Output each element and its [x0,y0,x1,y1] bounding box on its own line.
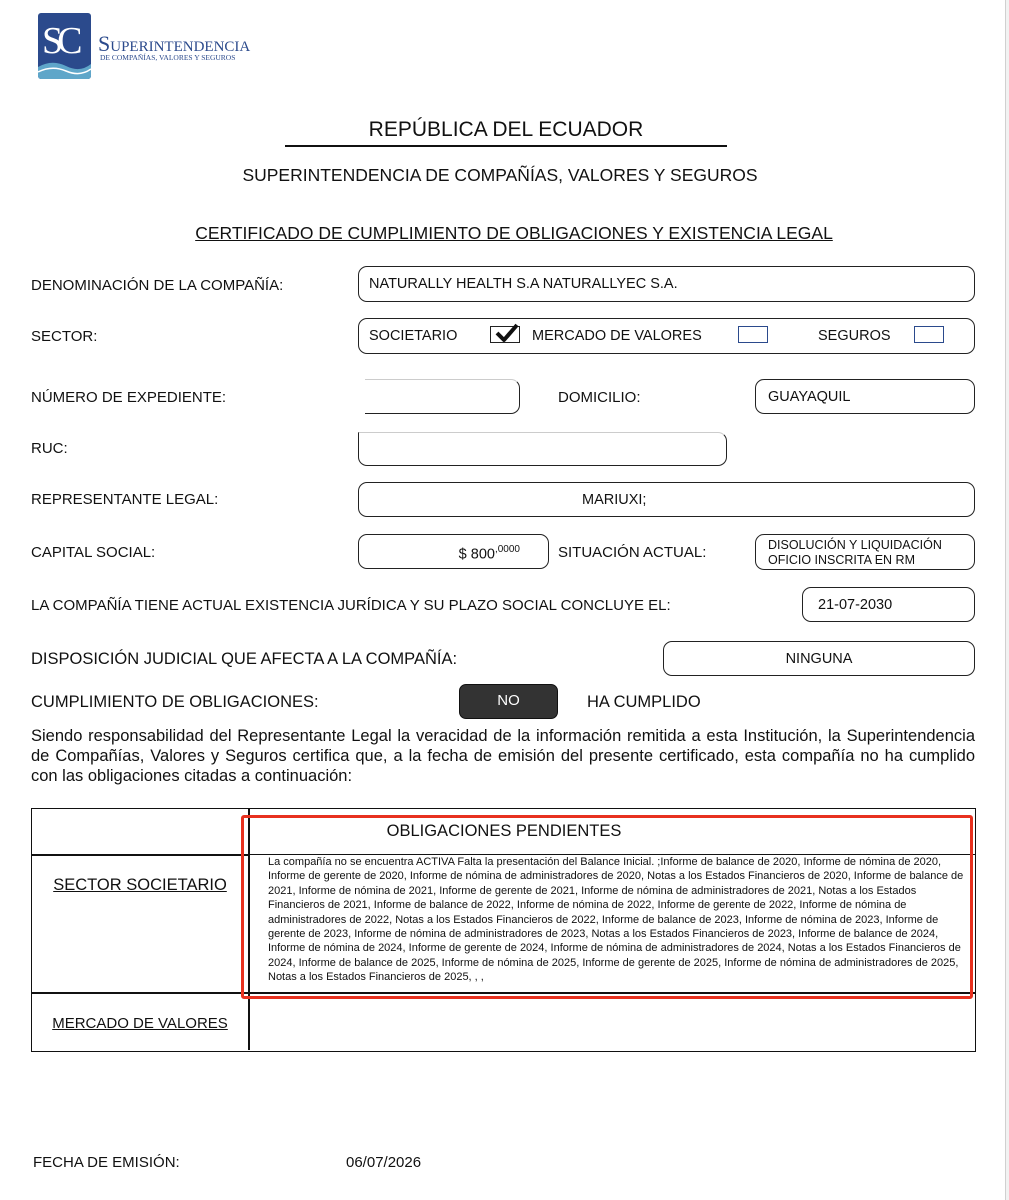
situacion-label: SITUACIÓN ACTUAL: [558,544,707,561]
obligations-header: OBLIGACIONES PENDIENTES [386,822,622,840]
logo-letters: SC [42,20,77,62]
logo-wave-icon [38,57,91,79]
representante-label: REPRESENTANTE LEGAL: [31,491,219,508]
cumplimiento-label: CUMPLIMIENTO DE OBLIGACIONES: [31,693,319,711]
row-label-mercado: MERCADO DE VALORES [52,1015,228,1032]
sector-option-seguros-label: SEGUROS [818,328,891,344]
ruc-field [358,432,727,466]
capital-label: CAPITAL SOCIAL: [31,544,156,561]
company-value: NATURALLY HEALTH S.A NATURALLYEC S.A. [369,276,678,292]
fecha-emision-label: FECHA DE EMISIÓN: [33,1154,180,1171]
disposicion-field [663,641,975,676]
sector-label: SECTOR: [31,328,98,345]
sector-checkbox-seguros[interactable] [914,326,944,343]
checkmark-icon [493,323,521,345]
existencia-field [802,587,975,622]
highlight-annotation [241,815,973,999]
logo-emblem [38,13,91,79]
pending-obligations-text: La compañía no se encuentra ACTIVA Falta la presentación del Balance Inicial. ;Informe de balance de 2020, Informe de nómina de 2020, Informe de gerente de 2020, Informe de nómina de administradores de 2020, Notas a los Estados Financieros de 2020, Informe de balance de 2021, Informe de nómina de 2021, Informe de gerente de 2021, Informe de nómina de administradores de 2021, Notas a los Estados Financieros de 2021, Informe de balance de 2022, Informe de nómina de 2022, Informe de gerente de 2022, Informe de nómina de administradores de 2022, Notas a los Estados Financieros de 2022, Informe de balance de 2023, Informe de nómina de 2023, Informe de gerente de 2023, Informe de nómina de administradores de 2023, Notas a los Estados Financieros de 2023, Informe de balance de 2024, Informe de nómina de 2024, Informe de gerente de 2024, Informe de nómina de administradores de 2024, Notas a los Estados Financieros de 2024, Informe de balance de 2025, Informe de nómina de 2025, Informe de gerente de 2025, Informe de nómina de administradores de 2025, Notas a los Estados Financieros de 2025, , , [268,856,964,984]
sector-checkbox-mercado[interactable] [738,326,768,343]
company-label: DENOMINACIÓN DE LA COMPAÑÍA: [31,277,284,294]
ruc-label: RUC: [31,440,68,457]
representante-value: MARIUXI; [582,492,647,508]
certification-statement: Siendo responsabilidad del Representante Legal la veracidad de la información remitida a esta Institución, la Superintendencia de Compañías, Valores y Seguros certifica que, a la fecha de emisión del presente certificado, esta compañía no ha cumplido con las obligaciones citadas a continuación: [31,727,975,785]
country-title-underline [285,145,727,147]
sector-checkbox-societario[interactable] [490,326,520,343]
institution-title: SUPERINTENDENCIA DE COMPAÑÍAS, VALORES Y SEGUROS [242,165,758,185]
domicilio-field [755,379,975,414]
expediente-label: NÚMERO DE EXPEDIENTE: [31,389,227,406]
row-label-societario: SECTOR SOCIETARIO [53,876,227,894]
situacion-value-line2: OFICIO INSCRITA EN RM [768,553,915,567]
capital-value: $ 800 [458,546,495,563]
existencia-value: 21-07-2030 [818,597,893,613]
institution-logo [38,13,258,81]
sector-option-mercado-label: MERCADO DE VALORES [532,328,702,344]
company-field [358,266,975,302]
cumplimiento-suffix: HA CUMPLIDO [587,693,701,711]
situacion-field [755,534,975,570]
sector-option-societario-label: SOCIETARIO [369,328,458,344]
representante-field [358,482,975,517]
capital-decimals: ,0000 [494,544,520,555]
domicilio-label: DOMICILIO: [558,389,641,406]
existencia-label: LA COMPAÑÍA TIENE ACTUAL EXISTENCIA JURÍDICA Y SU PLAZO SOCIAL CONCLUYE EL: [31,597,671,614]
situacion-value-line1: DISOLUCIÓN Y LIQUIDACIÓN [768,538,942,552]
cumplimiento-value: NO [497,692,520,709]
certificate-title: CERTIFICADO DE CUMPLIMIENTO DE OBLIGACIONES Y EXISTENCIA LEGAL [195,223,833,243]
disposicion-label: DISPOSICIÓN JUDICIAL QUE AFECTA A LA COMPAÑÍA: [31,650,458,668]
logo-name-first: S [98,31,111,56]
sector-field [358,318,975,354]
fecha-emision-value: 06/07/2026 [346,1154,422,1171]
logo-subtitle: DE COMPAÑÍAS, VALORES Y SEGUROS [100,53,236,62]
expediente-field [365,379,520,414]
domicilio-value: GUAYAQUIL [768,389,851,405]
logo-name-rest: UPERINTENDENCIA [110,39,251,55]
capital-field [358,534,549,569]
disposicion-value: NINGUNA [785,651,853,667]
country-title: REPÚBLICA DEL ECUADOR [368,118,644,141]
cumplimiento-status-badge [459,684,558,719]
